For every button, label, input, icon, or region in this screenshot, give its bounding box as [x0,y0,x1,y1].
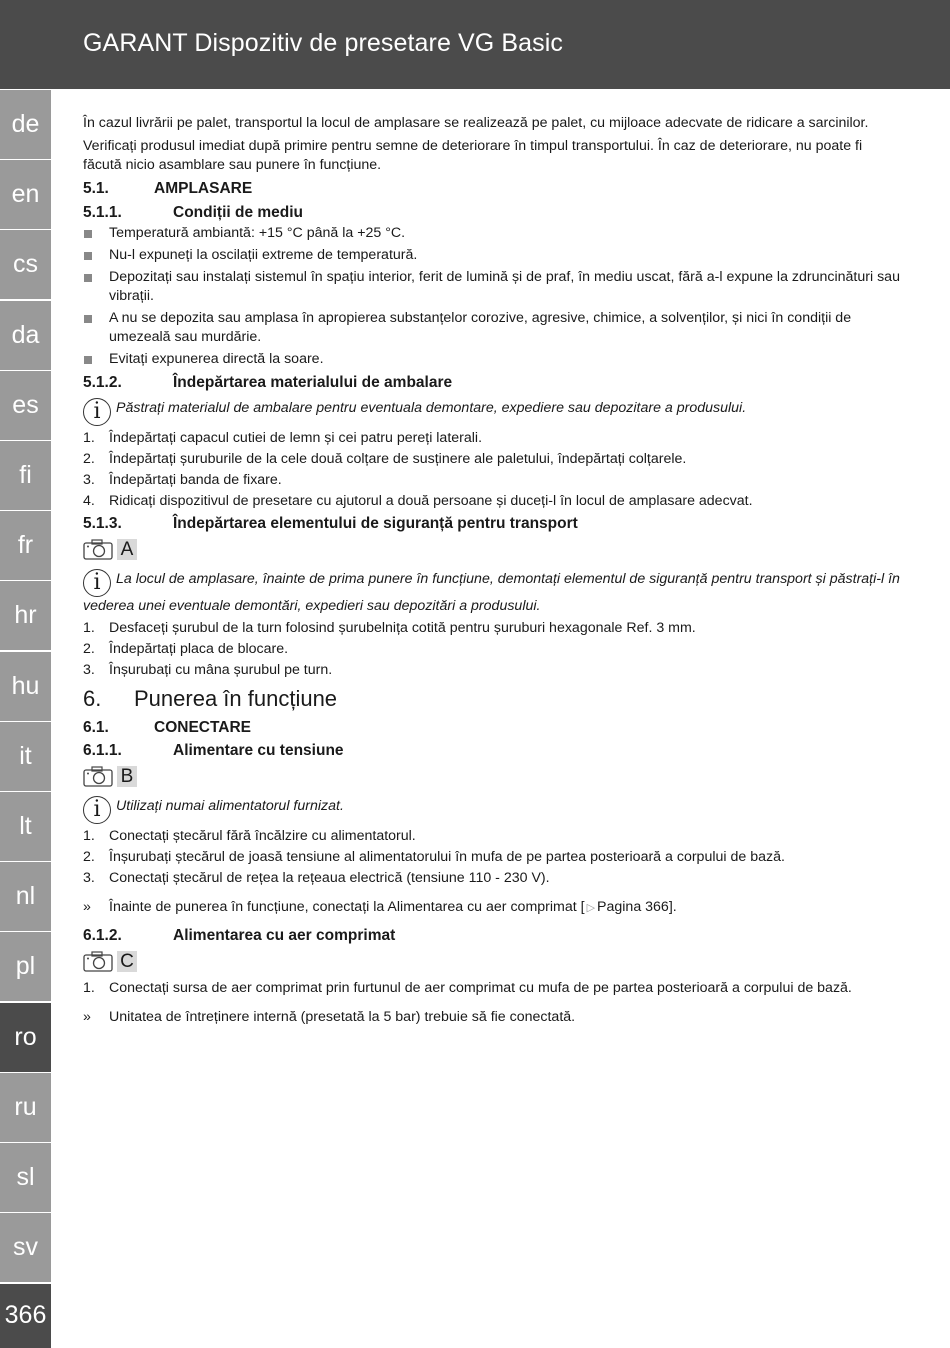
step-item [83,640,903,659]
figure-reference [83,537,903,561]
step-number: 1. [83,980,95,996]
step-text: Conectați ștecărul de rețea la rețeaua electrică (tensiune 110 - 230 V). [109,870,550,886]
list-item: A nu se depozita sau amplasa în apropierea substanțelor corozive, agresive, chimice, a solvenților, și nici în condiții de umezeală sau murdărie. [83,309,903,347]
section-number: 5.1.3. [83,515,122,532]
intro-paragraph-2: Verificați produsul imediat după primire pentru semne de deteriorare în timpul transportului. În caz de deteriorare, nu poate fi făcută nicio asamblare sau punere în funcțiune. [83,138,863,173]
chapter-title: Punerea în funcțiune [134,686,338,711]
power-supply-steps [83,827,903,888]
section-heading-6-1 [83,718,903,737]
language-tab-hu[interactable]: hu [0,652,51,721]
link-arrow-icon: ▷ [586,902,596,914]
section-heading-5-1 [83,179,903,198]
section-number: 5.1. [83,180,109,197]
figure-reference [83,764,903,788]
step-item [83,619,903,638]
section-number: 6.1.2. [83,927,122,944]
step-item [83,429,903,448]
list-item: Nu-l expuneți la oscilații extreme de temperatură. [83,246,903,265]
section-heading-6-1-2 [83,926,903,945]
language-tab-lt[interactable]: lt [0,792,51,861]
step-text: Conectați ștecărul fără încălzire cu alimentatorul. [109,828,416,844]
info-note-text: Păstrați materialul de ambalare pentru eventuala demontare, expediere sau depozitare a produsului. [116,400,747,416]
step-text: Desfaceți șurubul de la turn folosind șurubelnița cotită pentru șuruburi hexagonale Ref. 3 mm. [109,620,696,636]
result-note [83,898,903,918]
section-title: Alimentarea cu aer comprimat [173,927,396,944]
language-tab-fi[interactable]: fi [0,441,51,510]
figure-letter: A [117,539,137,560]
figure-letter: C [117,951,137,972]
step-text: Îndepărtați capacul cutiei de lemn și cei patru pereți laterali. [109,430,483,446]
camera-icon [83,950,113,972]
chapter-heading-6 [83,686,903,712]
step-number: 1. [83,620,95,636]
language-tab-hr[interactable]: hr [0,581,51,650]
info-note [83,569,903,616]
step-text: Înșurubați ștecărul de joasă tensiune al alimentatorului în mufa de pe partea posterioară a corpului de bază. [109,849,785,865]
chapter-number: 6. [83,686,102,711]
info-note [83,796,903,824]
step-item [83,848,903,867]
camera-icon [83,538,113,560]
step-number: 3. [83,662,95,678]
section-title: Condiții de mediu [173,204,304,221]
document-title: GARANT Dispozitiv de presetare VG Basic [83,29,563,57]
language-tab-fr[interactable]: fr [0,511,51,580]
intro-paragraph-1: În cazul livrării pe palet, transportul la locul de amplasare se realizează pe palet, cu mijloace adecvate de ridicare a sarcinilor. [83,115,869,131]
list-item: Temperatură ambiantă: +15 °C până la +25 °C. [83,224,903,243]
page-link[interactable]: Pagina 366 [597,899,669,915]
language-tab-en[interactable]: en [0,160,51,229]
section-title: Îndepărtarea materialului de ambalare [173,374,453,391]
section-number: 5.1.1. [83,204,122,221]
step-number: 1. [83,430,95,446]
section-title: Îndepărtarea elementului de siguranță pentru transport [173,515,578,532]
step-number: 1. [83,828,95,844]
language-tab-da[interactable]: da [0,301,51,370]
section-title: Alimentare cu tensiune [173,742,344,759]
info-icon: i [83,569,111,597]
step-text: Ridicați dispozitivul de presetare cu ajutorul a două persoane și duceți-l în locul de amplasare adecvat. [109,493,753,509]
result-text-before: Înainte de punerea în funcțiune, conectați la Alimentarea cu aer comprimat [ [109,899,585,915]
list-item: Evitați expunerea directă la soare. [83,350,903,369]
step-item [83,661,903,680]
page-content [83,114,903,1027]
transport-lock-steps [83,619,903,680]
step-text: Conectați sursa de aer comprimat prin furtunul de aer comprimat cu mufa de pe partea posterioară a corpului de bază. [109,980,852,996]
step-item [83,492,903,511]
section-number: 6.1.1. [83,742,122,759]
section-heading-5-1-1 [83,203,903,222]
step-number: 2. [83,451,95,467]
step-item [83,450,903,469]
language-tab-pl[interactable]: pl [0,932,51,1001]
step-item [83,869,903,888]
language-tab-de[interactable]: de [0,90,51,159]
section-number: 5.1.2. [83,374,122,391]
page-header [0,0,950,89]
language-tab-es[interactable]: es [0,371,51,440]
environment-conditions-list [83,224,903,369]
step-item [83,979,903,998]
figure-letter: B [117,766,137,787]
section-title: AMPLASARE [154,180,253,197]
result-text: Unitatea de întreținere internă (presetată la 5 bar) trebuie să fie conectată. [109,1009,576,1025]
section-heading-6-1-1 [83,741,903,760]
language-tab-ro[interactable]: ro [0,1003,51,1072]
section-heading-5-1-2 [83,373,903,392]
section-heading-5-1-3 [83,514,903,533]
step-number: 2. [83,641,95,657]
info-icon: i [83,796,111,824]
result-marker: » [83,1009,91,1025]
info-note-text: La locul de amplasare, înainte de prima punere în funcțiune, demontați elementul de siguranță pentru transport și păstrați-l în vederea unei eventuale demontări, expedieri sau depozitări a produsului. [83,571,900,614]
step-text: Îndepărtați placa de blocare. [109,641,289,657]
section-title: CONECTARE [154,719,252,736]
result-marker: » [83,899,91,915]
step-number: 3. [83,472,95,488]
unpacking-steps [83,429,903,511]
list-item: Depozitați sau instalați sistemul în spațiu interior, ferit de lumină și de praf, în mediu uscat, fără a-l expune la zdruncinături sau vibrații. [83,268,903,306]
result-note [83,1008,903,1027]
language-tab-cs[interactable]: cs [0,230,51,299]
language-tab-sl[interactable]: sl [0,1143,51,1212]
figure-reference [83,949,903,973]
step-text: Înșurubați cu mâna șurubul pe turn. [109,662,333,678]
language-tab-sv[interactable]: sv [0,1213,51,1282]
step-number: 3. [83,870,95,886]
info-icon: i [83,398,111,426]
step-item [83,471,903,490]
result-text-after: ]. [668,899,677,915]
step-number: 2. [83,849,95,865]
step-text: Îndepărtați banda de fixare. [109,472,282,488]
page-number: 366 [0,1284,51,1348]
camera-icon [83,765,113,787]
info-note [83,398,903,426]
language-tab-nl[interactable]: nl [0,862,51,931]
language-tab-it[interactable]: it [0,722,51,791]
step-number: 4. [83,493,95,509]
step-text: Îndepărtați șuruburile de la cele două colțare de susținere ale paletului, îndepărtați colțarele. [109,451,687,467]
section-number: 6.1. [83,719,109,736]
info-note-text: Utilizați numai alimentatorul furnizat. [116,798,344,814]
step-item [83,827,903,846]
compressed-air-steps [83,979,903,998]
language-tab-ru[interactable]: ru [0,1073,51,1142]
